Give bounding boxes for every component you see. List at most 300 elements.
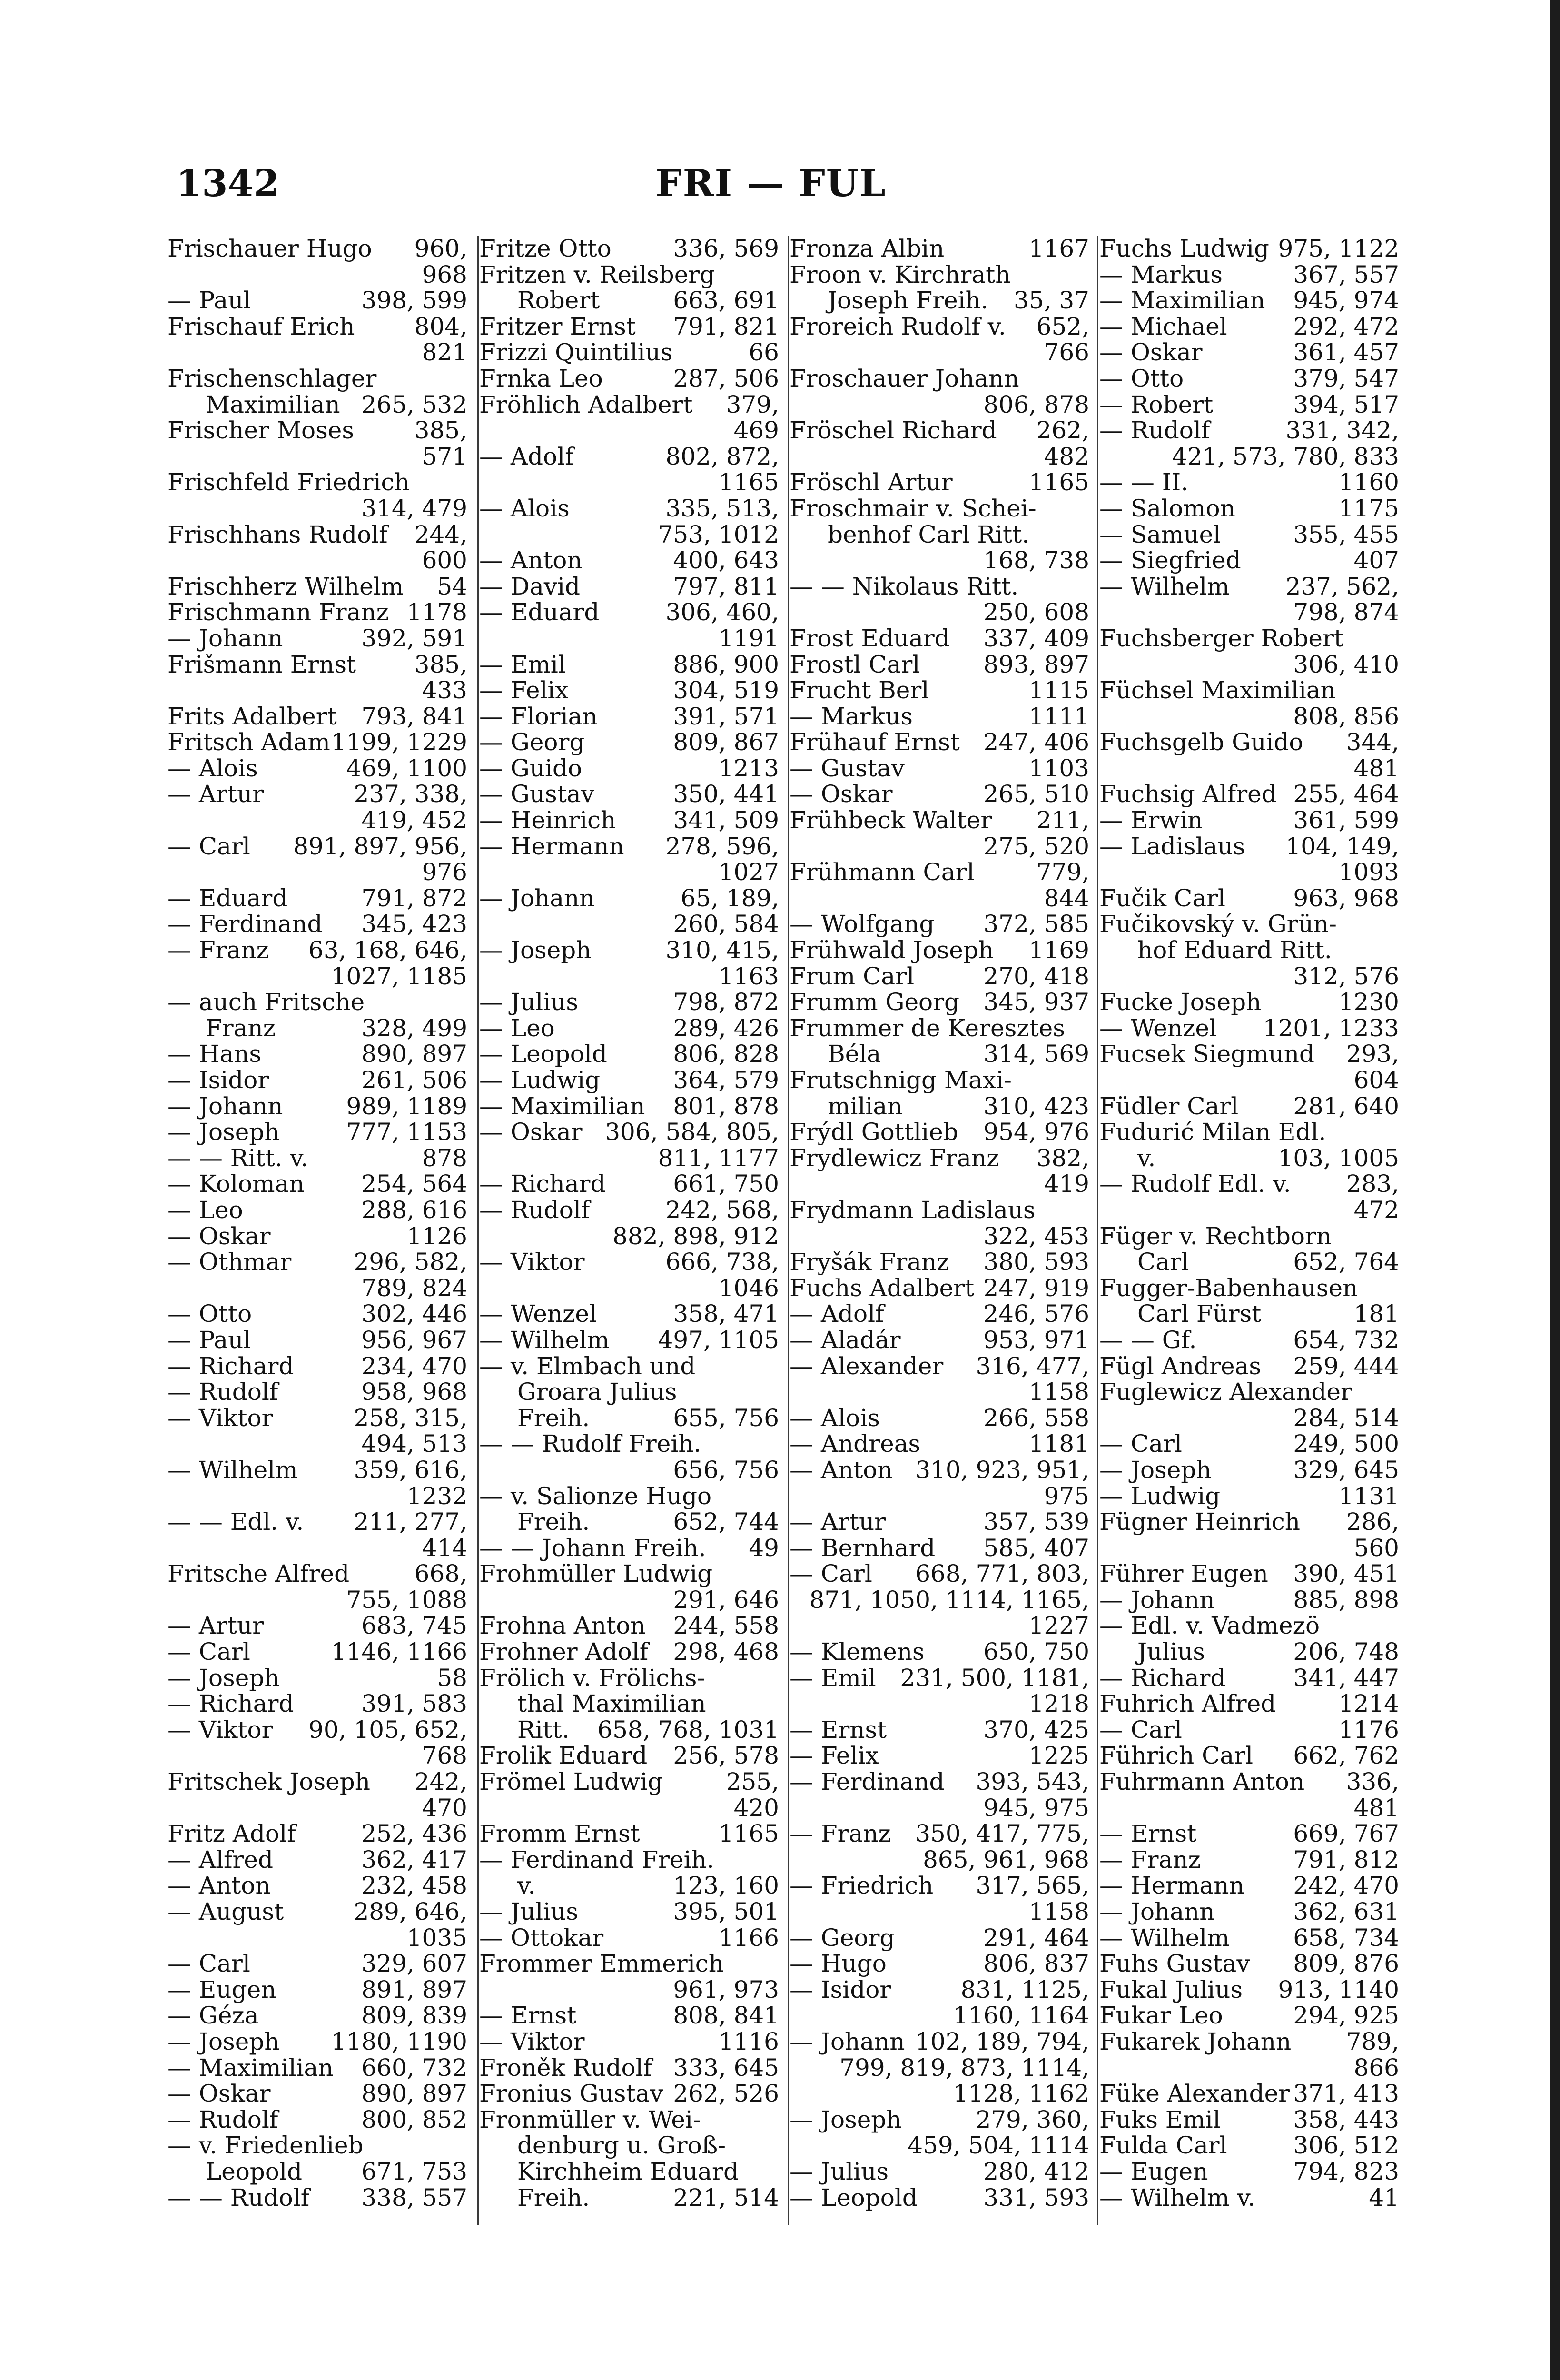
index-entry [479,1821,779,1847]
index-entry [1099,1431,1399,1457]
entry-name: Frits Adalbert [168,702,337,730]
index-entry [479,1665,779,1691]
index-entry [168,963,467,990]
entry-name: — Koloman [168,1170,305,1198]
index-entry [479,1977,779,2003]
index-entry [1099,1041,1399,1067]
index-entry [479,1951,779,1977]
index-entry [1099,1301,1399,1327]
entry-pages: 669, 767 [1293,1820,1399,1848]
index-entry [1099,1665,1399,1691]
entry-pages: 660, 732 [361,2053,467,2082]
index-entry [479,522,779,548]
entry-pages: 350, 441 [673,780,779,808]
entry-pages: 287, 506 [673,364,779,392]
entry-name: — Ferdinand Freih. [479,1845,714,1874]
index-entry [1099,963,1399,990]
index-entry [790,288,1089,314]
entry-pages: 963, 968 [1293,884,1399,912]
entry-name: — Alois [790,1404,880,1432]
index-entry [1099,1353,1399,1379]
entry-pages: 433 [422,676,467,704]
entry-name: Carl Fürst [1137,1300,1262,1328]
entry-pages: 54 [437,572,467,600]
entry-name: thal Maximilian [517,1690,706,1718]
entry-name: Füke Alexander [1099,2080,1290,2108]
entry-name: — Julius [479,1898,578,1925]
entry-pages: 317, 565, [976,1872,1089,1900]
index-entry [168,444,467,470]
index-entry [479,1119,779,1145]
entry-name: benhof Carl Ritt. [828,520,1030,548]
entry-name: — Gustav [790,754,905,782]
entry-name: — Isidor [790,1975,891,2003]
entry-name: Freih. [517,2183,590,2211]
entry-name: Frostl Carl [790,650,920,678]
entry-pages: 777, 1153 [346,1118,467,1146]
index-entry [1099,859,1399,885]
index-entry [1099,625,1399,652]
entry-pages: 206, 748 [1293,1638,1399,1666]
entry-name: — Joseph [479,936,592,964]
entry-name: — Julius [479,988,578,1016]
index-entry [479,599,779,625]
entry-pages: 470 [422,1794,467,1822]
entry-name: Fronmüller v. Wei- [479,2105,701,2133]
index-entry [168,885,467,912]
entry-pages: 344, [1346,728,1399,756]
index-entry [168,547,467,574]
index-entry [479,288,779,314]
entry-name: Ritt. [517,1716,570,1744]
entry-name: Fuchs Ludwig [1099,235,1269,262]
entry-pages: 391, 583 [361,1690,467,1718]
entry-name: Frömel Ludwig [479,1768,663,1796]
index-entry [790,1613,1089,1639]
entry-pages: 808, 841 [673,2002,779,2030]
entry-pages: 658, 734 [1293,1924,1399,1952]
index-entry [168,599,467,625]
entry-pages: 663, 691 [673,287,779,315]
entry-pages: 341, 509 [673,806,779,834]
entry-name: — Eduard [168,884,288,912]
entry-name: — Carl [1099,1716,1182,1744]
entry-name: Joseph Freih. [828,287,988,315]
entry-pages: 866 [1353,2053,1399,2082]
running-head: FRI — FUL [655,162,887,205]
entry-pages: 1116 [718,2027,779,2055]
index-entry [479,1587,779,1613]
entry-pages: 953, 971 [983,1326,1089,1354]
entry-pages: 481 [1353,754,1399,782]
index-entry [1099,2107,1399,2133]
entry-pages: 481 [1353,1794,1399,1822]
entry-pages: 261, 506 [361,1066,467,1094]
entry-pages: 265, 532 [361,390,467,418]
entry-pages: 469, 1100 [346,754,467,782]
index-entry [479,1795,779,1821]
entry-pages: 1166 [718,1924,779,1952]
index-entry [1099,1067,1399,1093]
index-entry [1099,1795,1399,1821]
entry-pages: 755, 1088 [346,1586,467,1614]
entry-pages: 806, 878 [983,390,1089,418]
entry-name: — Joseph [168,2027,280,2055]
entry-pages: 809, 867 [673,728,779,756]
index-entry [479,1223,779,1250]
index-entry [790,2003,1089,2029]
entry-name: milian [828,1092,903,1120]
entry-pages: 960, [414,235,467,262]
entry-pages: 798, 874 [1293,598,1399,626]
index-entry [168,2159,467,2185]
entry-name: — Leopold [790,2183,918,2211]
entry-pages: 234, 470 [361,1352,467,1380]
index-entry [479,1275,779,1301]
entry-name: — Adolf [790,1300,884,1328]
index-entry [1099,1509,1399,1535]
entry-name: Frydlewicz Franz [790,1144,999,1172]
index-entry [168,1925,467,1951]
index-entry [790,2029,1089,2055]
entry-name: — Johann [168,624,283,652]
entry-name: Frischhans Rudolf [168,520,388,548]
entry-pages: 1115 [1028,676,1089,704]
entry-pages: 266, 558 [983,1404,1089,1432]
index-entry [479,1041,779,1067]
entry-pages: 1199, 1229 [331,728,467,756]
entry-pages: 335, 513, [665,494,779,522]
index-entry [790,392,1089,418]
entry-pages: 310, 423 [983,1092,1089,1120]
entry-pages: 809, 839 [361,2002,467,2030]
entry-pages: 989, 1189 [346,1092,467,1120]
entry-name: Fukarek Johann [1099,2027,1292,2055]
entry-pages: 237, 338, [354,780,467,808]
index-entry [790,1483,1089,1509]
entry-pages: 280, 412 [983,2157,1089,2185]
entry-pages: 394, 517 [1293,390,1399,418]
entry-pages: 683, 745 [361,1612,467,1640]
entry-pages: 329, 645 [1293,1456,1399,1484]
entry-pages: 560 [1353,1534,1399,1562]
index-entry [1099,1145,1399,1171]
index-entry [479,1093,779,1120]
entry-pages: 1191 [718,624,779,652]
index-entry [790,1171,1089,1197]
entry-pages: 666, 738, [665,1248,779,1276]
index-entry [790,704,1089,730]
index-entry [790,1041,1089,1067]
index-entry [479,262,779,288]
index-entry [790,2081,1089,2107]
entry-pages: 322, 453 [983,1222,1089,1250]
entry-name: Fučikovský v. Grün- [1099,910,1337,938]
index-entry [1099,1951,1399,1977]
entry-pages: 414 [422,1534,467,1562]
entry-name: v. [1137,1144,1156,1172]
entry-name: — Joseph [1099,1456,1212,1484]
index-entry [168,236,467,262]
index-entry [1099,2003,1399,2029]
entry-pages: 391, 571 [673,702,779,730]
index-entry [1099,547,1399,574]
index-entry [790,339,1089,366]
index-entry [168,1587,467,1613]
entry-name: Fuhrmann Anton [1099,1768,1305,1796]
index-entry [790,677,1089,704]
index-entry [1099,1743,1399,1769]
entry-pages: 306, 410 [1293,650,1399,678]
index-entry [1099,1925,1399,1951]
entry-pages: 265, 510 [983,780,1089,808]
index-column-3 [790,236,1089,2211]
entry-name: v. [517,1872,536,1900]
entry-pages: 1227 [1028,1612,1089,1640]
entry-name: Frölich v. Frölichs- [479,1664,705,1692]
index-entry [168,1197,467,1223]
entry-pages: 844 [1044,884,1089,912]
entry-pages: 671, 753 [361,2157,467,2185]
entry-pages: 779, [1036,858,1089,886]
entry-name: — Wilhelm [168,1456,298,1484]
entry-name: — Richard [168,1690,294,1718]
entry-pages: 652, 764 [1293,1248,1399,1276]
entry-pages: 945, 974 [1293,287,1399,315]
entry-pages: 668, 771, 803, [915,1560,1089,1588]
entry-pages: 1201, 1233 [1263,1014,1399,1042]
entry-pages: 1214 [1338,1690,1399,1718]
index-entry [479,1327,779,1353]
entry-name: Fronius Gustav [479,2080,663,2108]
entry-name: — David [479,572,581,600]
index-entry [1099,807,1399,833]
entry-pages: 806, 837 [983,1950,1089,1978]
index-entry [790,2055,1089,2081]
entry-pages: 242, [414,1768,467,1796]
entry-pages: 871, 1050, 1114, 1165, [809,1586,1089,1614]
entry-name: — Ferdinand [790,1768,945,1796]
entry-name: — Hans [168,1040,262,1068]
index-entry [790,1067,1089,1093]
entry-name: Fritzen v. Reilsberg [479,260,715,288]
entry-pages: 662, 762 [1293,1742,1399,1770]
entry-name: Fuchs Adalbert [790,1274,975,1302]
entry-pages: 1128, 1162 [953,2080,1089,2108]
entry-pages: 292, 472 [1293,312,1399,340]
entry-pages: 231, 500, 1181, [900,1664,1089,1692]
index-entry [1099,1717,1399,1743]
index-entry [790,262,1089,288]
entry-pages: 811, 1177 [658,1144,779,1172]
entry-name: — — Johann Freih. [479,1534,706,1562]
entry-name: — Leopold [479,1040,607,1068]
entry-pages: 890, 897 [361,2080,467,2108]
entry-pages: 181 [1353,1300,1399,1328]
entry-pages: 244, [414,520,467,548]
entry-name: — Emil [479,650,566,678]
index-entry [168,859,467,885]
index-entry [1099,339,1399,366]
index-entry [790,1327,1089,1353]
entry-name: — Joseph [168,1118,280,1146]
index-entry [790,314,1089,340]
entry-pages: 882, 898, 912 [612,1222,779,1250]
entry-pages: 333, 645 [673,2053,779,2082]
index-column-2 [479,236,779,2211]
entry-pages: 359, 616, [354,1456,467,1484]
entry-name: — — Nikolaus Ritt. [790,572,1019,600]
index-entry [479,547,779,574]
index-entry [790,522,1089,548]
entry-name: Freih. [517,1508,590,1536]
entry-name: — Emil [790,1664,876,1692]
entry-pages: 793, 841 [361,702,467,730]
index-entry [168,989,467,1015]
entry-name: — Oskar [479,1118,583,1146]
entry-name: — Aladár [790,1326,901,1354]
entry-name: Freih. [517,1404,590,1432]
entry-name: — Hugo [790,1950,887,1978]
index-entry [1099,1769,1399,1795]
index-entry [479,339,779,366]
entry-pages: 385, [414,416,467,445]
entry-pages: 1180, 1190 [331,2027,467,2055]
entry-name: — Samuel [1099,520,1221,548]
index-entry [168,1067,467,1093]
index-entry [790,1301,1089,1327]
entry-pages: 328, 499 [361,1014,467,1042]
index-entry [479,1743,779,1769]
entry-pages: 286, [1346,1508,1399,1536]
entry-name: — Felix [790,1742,879,1770]
entry-name: — Maximilian [479,1092,645,1120]
index-entry [1099,1275,1399,1301]
entry-pages: 336, 569 [673,235,779,262]
entry-name: — Julius [790,2157,889,2185]
index-entry [1099,2185,1399,2211]
entry-pages: 961, 973 [673,1975,779,2003]
entry-pages: 1163 [718,962,779,990]
index-entry [168,1795,467,1821]
index-entry [790,1197,1089,1223]
entry-pages: 494, 513 [361,1430,467,1458]
index-entry [1099,288,1399,314]
index-entry [1099,781,1399,807]
entry-name: Fuchsgelb Guido [1099,728,1303,756]
entry-pages: 954, 976 [983,1118,1089,1146]
index-entry [1099,1119,1399,1145]
entry-name: Frohmüller Ludwig [479,1560,713,1588]
entry-pages: 211, 277, [354,1508,467,1536]
index-entry [479,1691,779,1717]
entry-name: hof Eduard Ritt. [1137,936,1332,964]
entry-name: Frühbeck Walter [790,806,992,834]
entry-pages: 382, [1036,1144,1089,1172]
index-entry [479,314,779,340]
index-entry [1099,1899,1399,1925]
entry-pages: 362, 631 [1293,1898,1399,1925]
entry-pages: 232, 458 [361,1872,467,1900]
entry-name: Frummer de Keresztes [790,1014,1065,1042]
entry-pages: 800, 852 [361,2105,467,2133]
index-entry [479,807,779,833]
index-entry [790,1743,1089,1769]
entry-name: — Leo [168,1196,243,1224]
entry-name: — Rudolf [1099,416,1210,445]
entry-name: — Richard [1099,1664,1226,1692]
entry-name: Fuchsberger Robert [1099,624,1343,652]
entry-pages: 482 [1044,442,1089,470]
entry-name: Füdler Carl [1099,1092,1239,1120]
index-entry [168,1717,467,1743]
entry-name: — Carl [168,1638,250,1666]
index-entry [790,729,1089,755]
entry-pages: 668, [414,1560,467,1588]
entry-name: Frischmann Franz [168,598,389,626]
index-entry [790,469,1089,496]
entry-name: Fromm Ernst [479,1820,640,1848]
index-entry [168,1249,467,1275]
index-entry [790,1379,1089,1405]
index-entry [168,2081,467,2107]
index-entry [790,885,1089,912]
index-entry [479,885,779,912]
entry-pages: 329, 607 [361,1950,467,1978]
index-entry [1099,1223,1399,1250]
index-entry [479,469,779,496]
index-entry [790,1977,1089,2003]
entry-name: Leopold [206,2157,303,2185]
entry-name: — Joseph [168,1664,280,1692]
index-entry [790,236,1089,262]
entry-pages: 337, 409 [983,624,1089,652]
index-column-1 [168,236,467,2211]
index-entry [790,1665,1089,1691]
entry-pages: 799, 819, 873, 1114, [839,2053,1089,2082]
entry-pages: 1160, 1164 [953,2002,1089,2030]
index-entry [479,989,779,1015]
index-entry [168,1405,467,1431]
entry-name: — Andreas [790,1430,921,1458]
entry-name: — Alexander [790,1352,944,1380]
entry-pages: 1230 [1338,988,1399,1016]
entry-pages: 262, [1036,416,1089,445]
entry-pages: 654, 732 [1293,1326,1399,1354]
entry-name: — Johann [479,884,595,912]
entry-pages: 802, 872, [665,442,779,470]
index-entry [479,1457,779,1483]
index-entry [479,1483,779,1509]
entry-name: — Johann [168,1092,283,1120]
index-entry [168,652,467,678]
entry-pages: 362, 417 [361,1845,467,1874]
index-entry [479,236,779,262]
entry-name: — — II. [1099,468,1189,496]
entry-pages: 252, 436 [361,1820,467,1848]
entry-pages: 275, 520 [983,832,1089,860]
index-entry [168,704,467,730]
index-entry [168,1873,467,1899]
index-entry [479,2029,779,2055]
entry-name: — Leo [479,1014,555,1042]
index-entry [168,496,467,522]
entry-pages: 355, 455 [1293,520,1399,548]
entry-name: — Viktor [168,1404,273,1432]
entry-pages: 419, 452 [361,806,467,834]
entry-pages: 310, 923, 951, [915,1456,1089,1484]
entry-name: — — Edl. v. [168,1508,304,1536]
